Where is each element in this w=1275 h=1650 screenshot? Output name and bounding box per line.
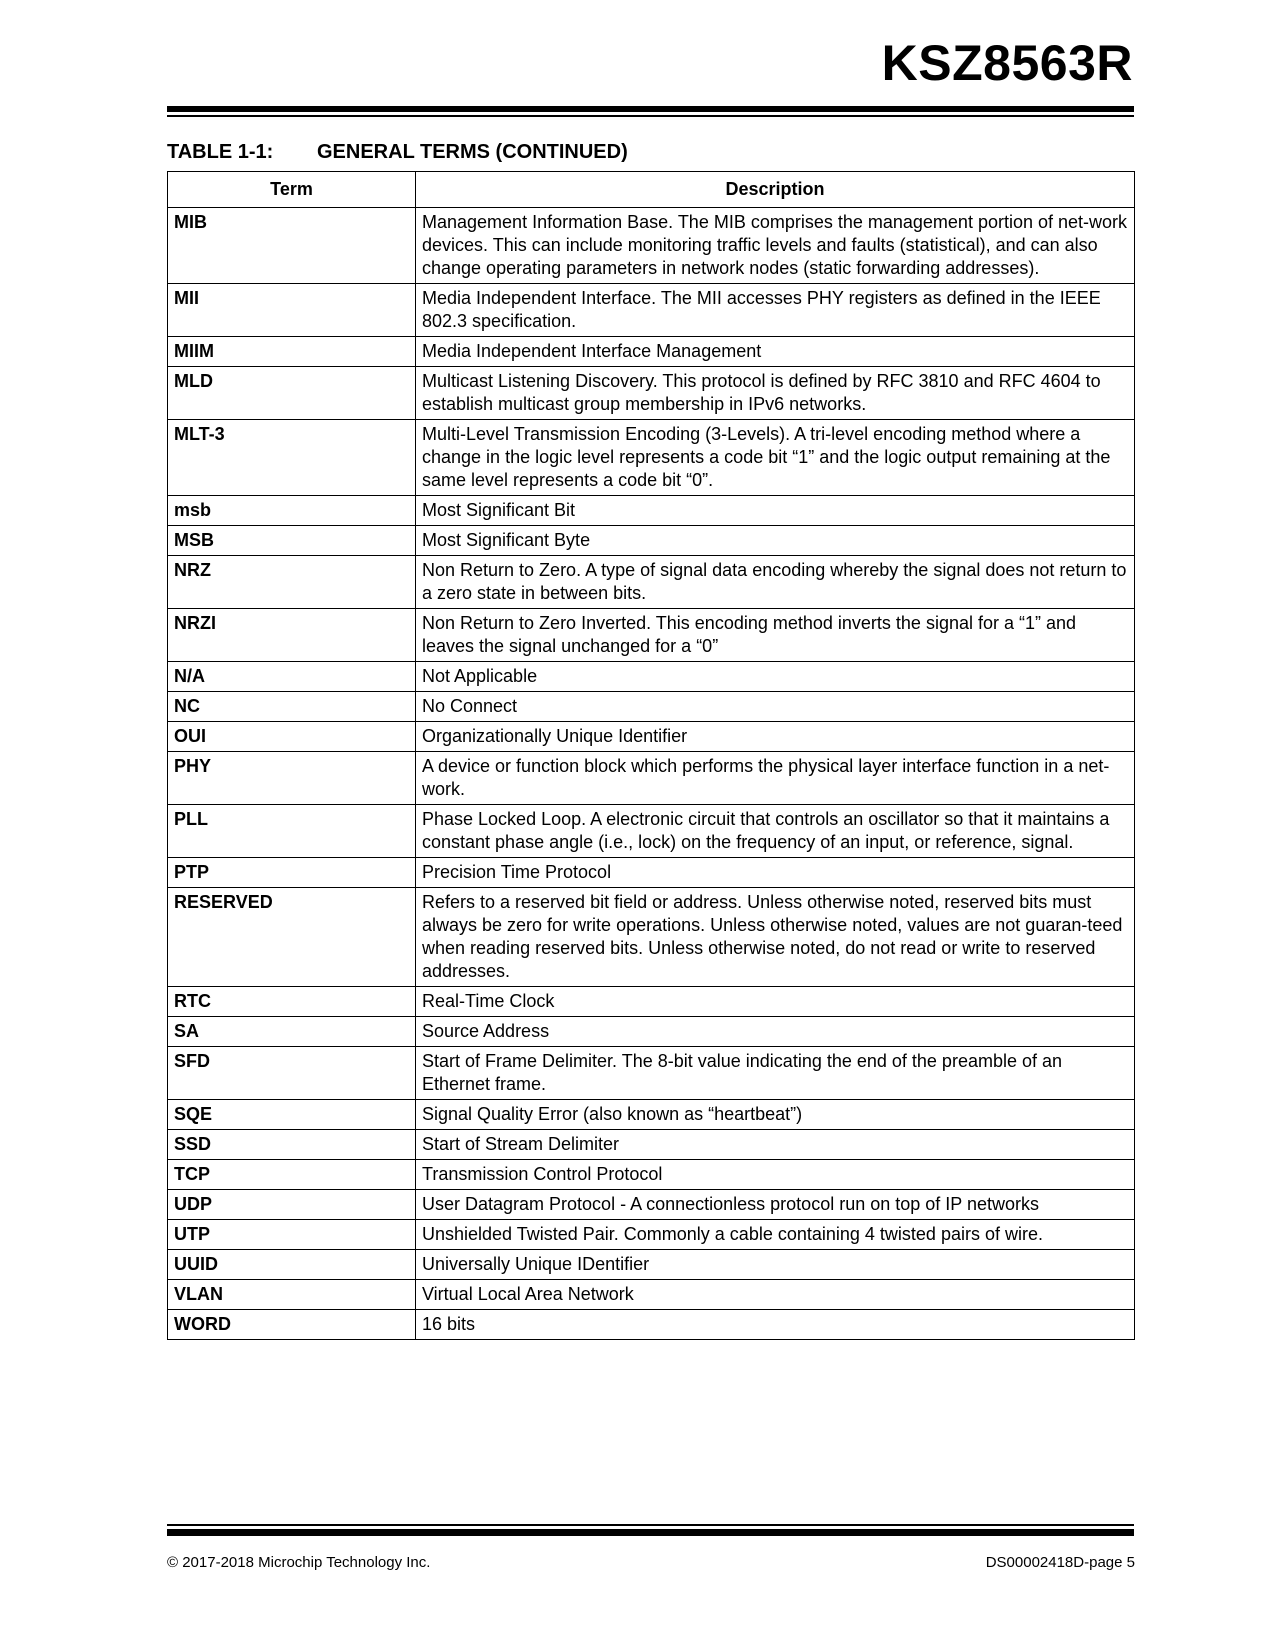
term-cell: OUI	[168, 722, 416, 752]
table-row	[168, 609, 1135, 662]
table-row	[168, 662, 1135, 692]
term-cell: MLT-3	[168, 420, 416, 496]
term-cell: SQE	[168, 1100, 416, 1130]
term-cell: MSB	[168, 526, 416, 556]
table-row	[168, 888, 1135, 987]
document-title: KSZ8563R	[881, 35, 1133, 91]
description-cell: Start of Stream Delimiter	[416, 1130, 1135, 1160]
description-cell: Phase Locked Loop. A electronic circuit that controls an oscillator so that it maintains a constant phase angle (i.e., lock) on the frequency of an input, or reference, signal.	[416, 805, 1135, 858]
description-cell: Universally Unique IDentifier	[416, 1250, 1135, 1280]
term-column-header: Term	[168, 172, 416, 208]
table-row	[168, 556, 1135, 609]
term-cell: msb	[168, 496, 416, 526]
table-row	[168, 337, 1135, 367]
term-cell: UUID	[168, 1250, 416, 1280]
table-row	[168, 208, 1135, 284]
term-cell: UTP	[168, 1220, 416, 1250]
header-rule-thin	[167, 115, 1134, 117]
table-title: GENERAL TERMS (CONTINUED)	[317, 141, 628, 163]
description-cell: Real-Time Clock	[416, 987, 1135, 1017]
footer-rule-thin	[167, 1524, 1134, 1526]
description-cell: Most Significant Byte	[416, 526, 1135, 556]
description-cell: Most Significant Bit	[416, 496, 1135, 526]
term-cell: SA	[168, 1017, 416, 1047]
table-number: TABLE 1-1:	[167, 141, 274, 163]
table-row	[168, 1220, 1135, 1250]
term-cell: RESERVED	[168, 888, 416, 987]
description-cell: Refers to a reserved bit field or address. Unless otherwise noted, reserved bits must always be zero for write operations. Unless otherwise noted, values are not guaran-teed when reading reserved bits. Unless otherwise noted, do not read or write to reserved addresses.	[416, 888, 1135, 987]
table-row	[168, 987, 1135, 1017]
term-cell: NC	[168, 692, 416, 722]
description-column-header: Description	[416, 172, 1135, 208]
term-cell: MLD	[168, 367, 416, 420]
term-cell: NRZ	[168, 556, 416, 609]
description-cell: Not Applicable	[416, 662, 1135, 692]
description-cell: Source Address	[416, 1017, 1135, 1047]
table-header-row	[168, 172, 1135, 208]
term-cell: TCP	[168, 1160, 416, 1190]
description-cell: Unshielded Twisted Pair. Commonly a cable containing 4 twisted pairs of wire.	[416, 1220, 1135, 1250]
term-cell: PTP	[168, 858, 416, 888]
table-row	[168, 752, 1135, 805]
description-cell: Non Return to Zero Inverted. This encoding method inverts the signal for a “1” and leaves the signal unchanged for a “0”	[416, 609, 1135, 662]
term-cell: UDP	[168, 1190, 416, 1220]
table-row	[168, 1160, 1135, 1190]
term-cell: WORD	[168, 1310, 416, 1340]
description-cell: Media Independent Interface. The MII accesses PHY registers as defined in the IEEE 802.3 specification.	[416, 284, 1135, 337]
table-row	[168, 722, 1135, 752]
term-cell: PHY	[168, 752, 416, 805]
description-cell: No Connect	[416, 692, 1135, 722]
term-cell: MIB	[168, 208, 416, 284]
header-rule-thick	[167, 106, 1134, 112]
table-row	[168, 420, 1135, 496]
description-cell: Management Information Base. The MIB comprises the management portion of net-work devices. This can include monitoring traffic levels and faults (statistical), and can also change operating parameters in network nodes (static forwarding addresses).	[416, 208, 1135, 284]
description-cell: Media Independent Interface Management	[416, 337, 1135, 367]
table-row	[168, 1280, 1135, 1310]
term-cell: MIIM	[168, 337, 416, 367]
description-cell: Virtual Local Area Network	[416, 1280, 1135, 1310]
description-cell: Multi-Level Transmission Encoding (3-Levels). A tri-level encoding method where a change in the logic level represents a code bit “1” and the logic output remaining at the same level represents a code bit “0”.	[416, 420, 1135, 496]
description-cell: Organizationally Unique Identifier	[416, 722, 1135, 752]
table-row	[168, 858, 1135, 888]
description-cell: Signal Quality Error (also known as “heartbeat”)	[416, 1100, 1135, 1130]
footer-rule-thick	[167, 1529, 1134, 1536]
term-cell: PLL	[168, 805, 416, 858]
table-caption	[167, 141, 628, 164]
term-cell: MII	[168, 284, 416, 337]
term-cell: SFD	[168, 1047, 416, 1100]
description-cell: Multicast Listening Discovery. This protocol is defined by RFC 3810 and RFC 4604 to establish multicast group membership in IPv6 networks.	[416, 367, 1135, 420]
term-cell: VLAN	[168, 1280, 416, 1310]
description-cell: A device or function block which performs the physical layer interface function in a net-work.	[416, 752, 1135, 805]
table-row	[168, 1190, 1135, 1220]
table-row	[168, 1017, 1135, 1047]
table-row	[168, 496, 1135, 526]
table-row	[168, 1250, 1135, 1280]
description-cell: 16 bits	[416, 1310, 1135, 1340]
table-row	[168, 692, 1135, 722]
table-row	[168, 1310, 1135, 1340]
description-cell: User Datagram Protocol - A connectionless protocol run on top of IP networks	[416, 1190, 1135, 1220]
description-cell: Non Return to Zero. A type of signal data encoding whereby the signal does not return to a zero state in between bits.	[416, 556, 1135, 609]
term-cell: NRZI	[168, 609, 416, 662]
table-row	[168, 1100, 1135, 1130]
term-cell: SSD	[168, 1130, 416, 1160]
footer-copyright: © 2017-2018 Microchip Technology Inc.	[167, 1554, 431, 1571]
table-row	[168, 1047, 1135, 1100]
table-body	[168, 208, 1135, 1340]
term-cell: N/A	[168, 662, 416, 692]
term-cell: RTC	[168, 987, 416, 1017]
table-row	[168, 805, 1135, 858]
table-row	[168, 367, 1135, 420]
table-row	[168, 284, 1135, 337]
general-terms-table	[167, 171, 1135, 1340]
footer-page-number: DS00002418D-page 5	[985, 1554, 1135, 1571]
description-cell: Start of Frame Delimiter. The 8-bit value indicating the end of the preamble of an Ethernet frame.	[416, 1047, 1135, 1100]
description-cell: Precision Time Protocol	[416, 858, 1135, 888]
description-cell: Transmission Control Protocol	[416, 1160, 1135, 1190]
table-row	[168, 1130, 1135, 1160]
table-row	[168, 526, 1135, 556]
